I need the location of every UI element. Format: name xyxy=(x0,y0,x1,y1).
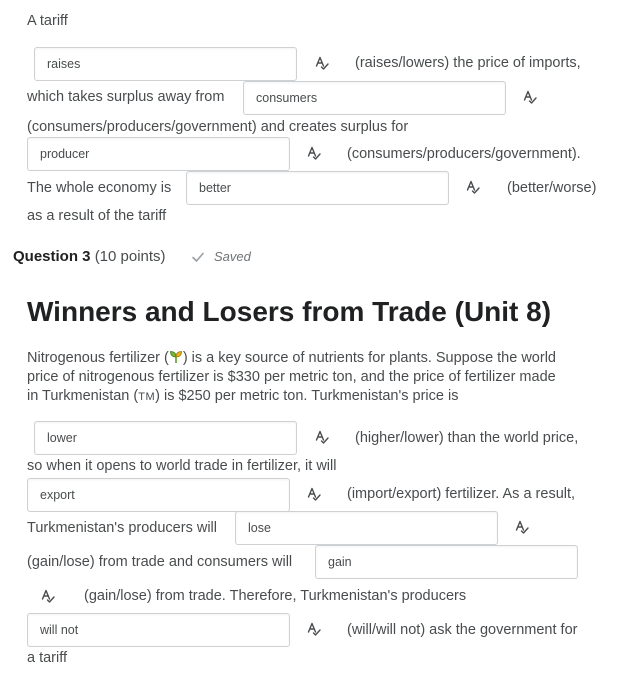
saved-status: Saved xyxy=(214,249,251,264)
q2-blank3-input[interactable]: producer xyxy=(27,137,290,171)
q3-line5-text: (gain/lose) from trade. Therefore, Turkmenistan's producers xyxy=(84,588,467,604)
q3-blank5-input[interactable]: will not xyxy=(27,613,290,647)
para-text-1a: Nitrogenous fertilizer ( xyxy=(27,350,169,366)
question-paragraph-line2: price of nitrogenous fertilizer is $330 per metric ton, and the price of fertilizer made xyxy=(27,369,556,385)
q2-hint3-text: (consumers/producers/government). xyxy=(347,146,581,162)
q2-line3-text: (consumers/producers/government) and creates surplus for xyxy=(27,119,409,135)
q2-line2-text: which takes surplus away from xyxy=(27,89,225,105)
q2-blank1-input[interactable]: raises xyxy=(34,47,297,81)
para-text-1b: ) is a key source of nutrients for plants. Suppose the world xyxy=(182,350,556,366)
q3-line2-text: so when it opens to world trade in fertilizer, it will xyxy=(27,458,337,474)
q2-line5-text: as a result of the tariff xyxy=(27,208,167,224)
q3-blank3-input[interactable]: lose xyxy=(235,511,498,545)
seedling-icon xyxy=(169,350,183,364)
q3-blank2-input[interactable]: export xyxy=(27,478,290,512)
q3-hint2-text: (import/export) fertilizer. As a result, xyxy=(347,486,576,502)
question-paragraph-line1 xyxy=(27,349,556,368)
spellcheck-icon[interactable] xyxy=(40,588,56,604)
q2-blank4-input[interactable]: better xyxy=(186,171,449,205)
q2-hint1-text: (raises/lowers) the price of imports, xyxy=(355,55,581,71)
spellcheck-icon[interactable] xyxy=(306,486,322,502)
spellcheck-icon[interactable] xyxy=(514,519,530,535)
spellcheck-icon[interactable] xyxy=(465,179,481,195)
tm-abbr: TM xyxy=(138,391,156,403)
q2-hint4-text: (better/worse) xyxy=(507,180,597,196)
spellcheck-icon[interactable] xyxy=(522,89,538,105)
q3-blank4-input[interactable]: gain xyxy=(315,545,578,579)
checkmark-icon xyxy=(191,250,205,264)
question-points: (10 points) xyxy=(94,248,166,265)
question-paragraph-line3 xyxy=(27,387,458,407)
q3-blank1-input[interactable]: lower xyxy=(34,421,297,455)
q3-hint1-text: (higher/lower) than the world price, xyxy=(355,430,579,446)
spellcheck-icon[interactable] xyxy=(306,621,322,637)
q2-line4-text: The whole economy is xyxy=(27,180,172,196)
q3-line6-text: a tariff xyxy=(27,650,68,666)
q2-line1-text: A tariff xyxy=(27,13,68,29)
q3-line4-text: (gain/lose) from trade and consumers will xyxy=(27,554,293,570)
question-label: Question 3 xyxy=(13,248,91,265)
question-header xyxy=(13,247,166,267)
q3-hint5-text: (will/will not) ask the government for xyxy=(347,622,578,638)
q3-line3-text: Turkmenistan's producers will xyxy=(27,520,217,536)
q2-blank2-input[interactable]: consumers xyxy=(243,81,506,115)
para-text-3b: ) is $250 per metric ton. Turkmenistan's price is xyxy=(155,388,459,404)
question-title: Winners and Losers from Trade (Unit 8) xyxy=(27,296,552,327)
para-text-3a: in Turkmenistan ( xyxy=(27,388,139,404)
spellcheck-icon[interactable] xyxy=(314,429,330,445)
spellcheck-icon[interactable] xyxy=(306,145,322,161)
spellcheck-icon[interactable] xyxy=(314,55,330,71)
